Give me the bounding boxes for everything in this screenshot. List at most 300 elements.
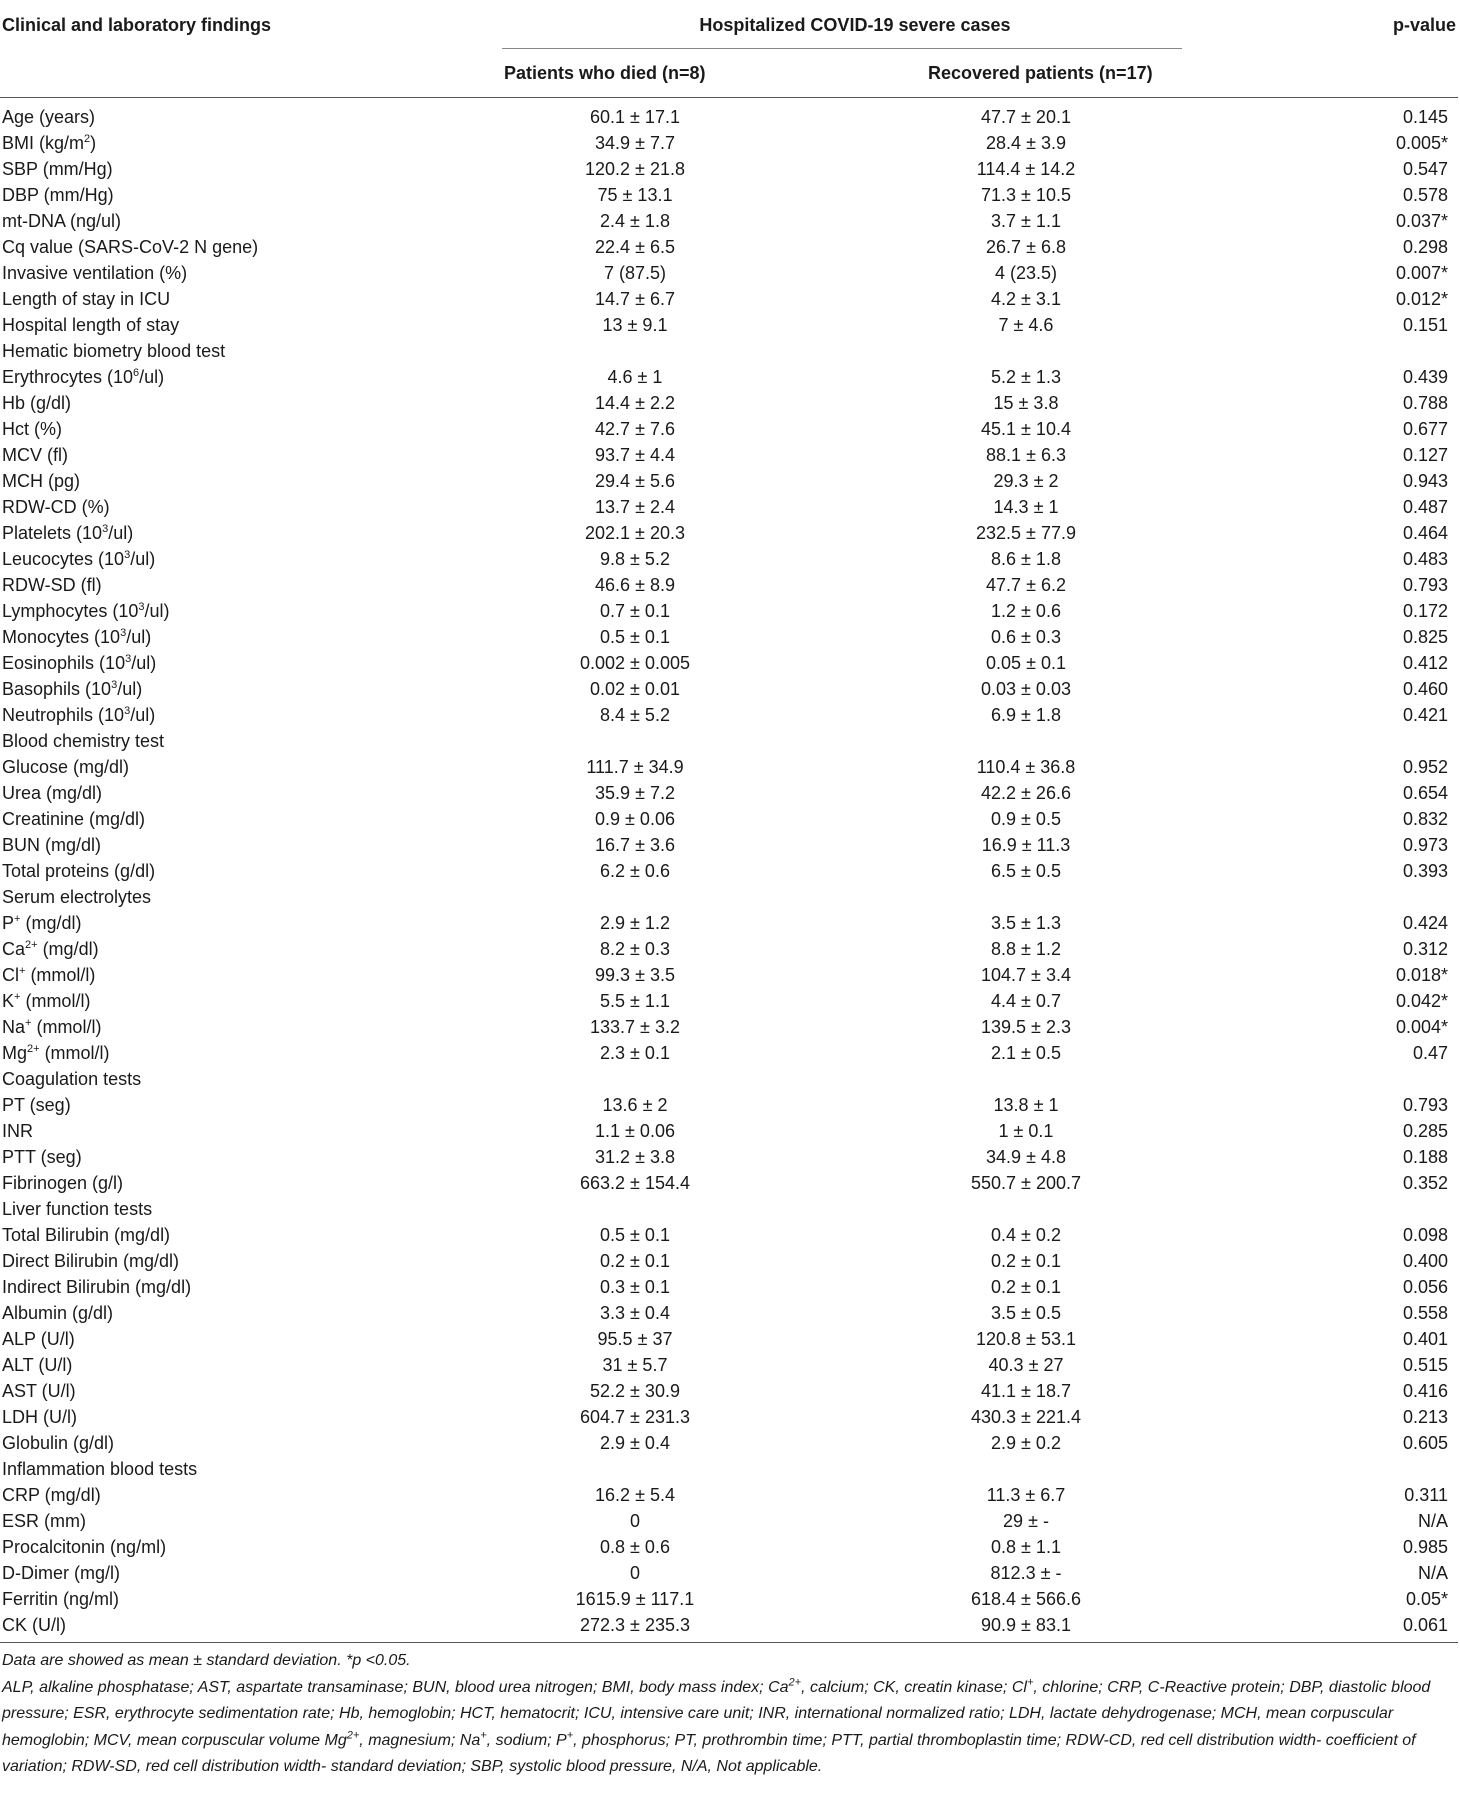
recovered-value: 47.7 ± 6.2: [986, 575, 1066, 595]
finding-label: Fibrinogen (g/l): [2, 1173, 124, 1193]
recovered-value: 2.9 ± 0.2: [991, 1433, 1061, 1453]
recovered-value: [760, 1456, 1240, 1482]
finding-label: PT (seg): [2, 1095, 71, 1115]
p-value: 0.793: [1402, 575, 1448, 595]
p-value: 0.172: [1402, 601, 1448, 621]
section-row: [0, 884, 1458, 910]
header-died: Patients who died (n=8): [470, 50, 760, 98]
finding-label: BUN (mg/dl): [2, 835, 102, 855]
recovered-value: 42.2 ± 26.6: [981, 783, 1071, 803]
finding-label: ALP (U/l): [2, 1329, 75, 1349]
p-value: [1240, 1066, 1458, 1092]
p-value: 0.037*: [1395, 211, 1448, 231]
table-row: [0, 806, 1458, 832]
died-value: 8.2 ± 0.3: [600, 939, 670, 959]
table-row: [0, 208, 1458, 234]
table-row: [0, 1378, 1458, 1404]
p-value: 0.547: [1402, 159, 1448, 179]
p-value: 0.018*: [1395, 965, 1448, 985]
finding-label: Hct (%): [2, 419, 62, 439]
died-value: 0.002 ± 0.005: [580, 653, 690, 673]
p-value: N/A: [1417, 1511, 1448, 1531]
p-value: 0.05*: [1405, 1589, 1448, 1609]
recovered-value: 430.3 ± 221.4: [971, 1407, 1081, 1427]
finding-label: RDW-CD (%): [2, 497, 110, 517]
p-value: 0.793: [1402, 1095, 1448, 1115]
p-value: 0.056: [1402, 1277, 1448, 1297]
died-value: [470, 1196, 760, 1222]
finding-label: Lymphocytes $(10^3/ul)$: [2, 601, 170, 621]
died-value: 3.3 ± 0.4: [600, 1303, 670, 1323]
header-pvalue: p-value: [1392, 14, 1456, 35]
recovered-value: 4.4 ± 0.7: [991, 991, 1061, 1011]
table-footnotes: [2, 1648, 1454, 1781]
died-value: 1.1 ± 0.06: [595, 1121, 675, 1141]
recovered-value: 0.9 ± 0.5: [991, 809, 1061, 829]
table-row: [0, 598, 1458, 624]
recovered-value: 90.9 ± 83.1: [760, 1612, 1240, 1643]
recovered-value: 120.8 ± 53.1: [976, 1329, 1076, 1349]
recovered-value: 28.4 ± 3.9: [986, 133, 1066, 153]
p-value: 0.312: [1402, 939, 1448, 959]
finding-label: ALT (U/l): [2, 1355, 73, 1375]
p-value: 0.578: [1402, 185, 1448, 205]
table-row: [0, 416, 1458, 442]
recovered-value: 6.5 ± 0.5: [991, 861, 1061, 881]
finding-label: BMI $(kg/m^2)$: [2, 133, 97, 153]
died-value: 133.7 ± 3.2: [590, 1017, 680, 1037]
died-value: 95.5 ± 37: [597, 1329, 673, 1349]
table-row: [0, 1430, 1458, 1456]
table-row: [0, 676, 1458, 702]
recovered-value: [760, 338, 1240, 364]
section-row: [0, 1456, 1458, 1482]
died-value: 111.7 ± 34.9: [586, 757, 684, 777]
died-value: 0: [629, 1563, 640, 1583]
finding-label: MCH (pg): [2, 471, 81, 491]
p-value: 0.298: [1402, 237, 1448, 257]
finding-label: Platelets $(10^3/ul)$: [2, 523, 134, 543]
died-value: [470, 338, 760, 364]
died-value: 52.2 ± 30.9: [590, 1381, 680, 1401]
recovered-value: 8.6 ± 1.8: [991, 549, 1061, 569]
finding-label: Globulin (g/dl): [2, 1433, 115, 1453]
died-value: 8.4 ± 5.2: [600, 705, 670, 725]
table-row: [0, 260, 1458, 286]
finding-label: Hb (g/dl): [2, 393, 72, 413]
died-value: 35.9 ± 7.2: [595, 783, 675, 803]
finding-label: ESR (mm): [2, 1511, 86, 1531]
finding-label: Urea (mg/dl): [2, 783, 103, 803]
table-row: [0, 1482, 1458, 1508]
died-value: 0.3 ± 0.1: [600, 1277, 670, 1297]
died-value: 202.1 ± 20.3: [585, 523, 685, 543]
p-value: 0.424: [1402, 913, 1448, 933]
died-value: 29.4 ± 5.6: [595, 471, 675, 491]
finding-label: AST (U/l): [2, 1381, 76, 1401]
finding-label: Na+ (mmol/l): [2, 1017, 102, 1037]
died-value: 60.1 ± 17.1: [590, 107, 680, 127]
finding-label: $Ca^{2+}$ (mg/dl): [2, 939, 99, 959]
section-row: [0, 1066, 1458, 1092]
p-value: 0.005*: [1395, 133, 1448, 153]
section-row: [0, 338, 1458, 364]
recovered-value: 0.2 ± 0.1: [991, 1277, 1061, 1297]
p-value: 0.061: [1240, 1612, 1458, 1643]
recovered-value: 0.05 ± 0.1: [986, 653, 1066, 673]
died-value: 14.7 ± 6.7: [595, 289, 675, 309]
recovered-value: [760, 884, 1240, 910]
header-recovered: Recovered patients (n=17): [760, 50, 1240, 98]
recovered-value: 34.9 ± 4.8: [986, 1147, 1066, 1167]
died-value: 7 (87.5): [603, 263, 667, 283]
table-row: [0, 1586, 1458, 1612]
table-body: [0, 98, 1458, 1643]
recovered-value: 232.5 ± 77.9: [976, 523, 1076, 543]
recovered-value: 139.5 ± 2.3: [981, 1017, 1071, 1037]
recovered-value: 88.1 ± 6.3: [986, 445, 1066, 465]
table-row: [0, 1248, 1458, 1274]
recovered-value: 3.5 ± 1.3: [991, 913, 1061, 933]
finding-label: Length of stay in ICU: [2, 289, 171, 309]
died-value: 2.9 ± 0.4: [600, 1433, 670, 1453]
table-row: [0, 364, 1458, 390]
died-value: 93.7 ± 4.4: [595, 445, 675, 465]
finding-label: Hospital length of stay: [2, 315, 180, 335]
group-header-rule: [502, 48, 1182, 49]
died-value: 13 ± 9.1: [602, 315, 668, 335]
died-value: 663.2 ± 154.4: [580, 1173, 690, 1193]
p-value: 0.007*: [1395, 263, 1448, 283]
recovered-value: 7 ± 4.6: [998, 315, 1054, 335]
table-row: [0, 1560, 1458, 1586]
p-value: 0.127: [1402, 445, 1448, 465]
finding-label: Age (years): [2, 107, 96, 127]
p-value: 0.483: [1402, 549, 1448, 569]
recovered-value: 15 ± 3.8: [993, 393, 1059, 413]
table-row: [0, 572, 1458, 598]
recovered-value: 6.9 ± 1.8: [991, 705, 1061, 725]
p-value: 0.654: [1402, 783, 1448, 803]
recovered-value: 3.7 ± 1.1: [991, 211, 1061, 231]
finding-label: PTT (seg): [2, 1147, 82, 1167]
recovered-value: 550.7 ± 200.7: [971, 1173, 1081, 1193]
recovered-value: 0.03 ± 0.03: [981, 679, 1071, 699]
p-value: 0.439: [1402, 367, 1448, 387]
finding-label: Ferritin (ng/ml): [2, 1589, 120, 1609]
table-row: [0, 1352, 1458, 1378]
died-value: 6.2 ± 0.6: [600, 861, 670, 881]
table-row: [0, 1014, 1458, 1040]
footnote-stats: Data are showed as mean ± standard deviation. *p <0.05.: [2, 1652, 411, 1669]
finding-label: Indirect Bilirubin (mg/dl): [2, 1277, 192, 1297]
recovered-value: 0.6 ± 0.3: [991, 627, 1061, 647]
table-row: [0, 936, 1458, 962]
header-blank-p: [1240, 50, 1458, 98]
finding-label: INR: [2, 1121, 33, 1141]
p-value: 0.47: [1412, 1043, 1448, 1063]
finding-label: Eosinophils $(10^3/ul)$: [2, 653, 157, 673]
recovered-value: 0.8 ± 1.1: [991, 1537, 1061, 1557]
table-row: [0, 1300, 1458, 1326]
died-value: 16.7 ± 3.6: [595, 835, 675, 855]
p-value: 0.825: [1402, 627, 1448, 647]
section-label: Blood chemistry test: [2, 731, 165, 751]
section-row: [0, 728, 1458, 754]
header-blank: [0, 50, 470, 98]
section-label: Inflammation blood tests: [2, 1459, 198, 1479]
finding-label: Albumin (g/dl): [2, 1303, 114, 1323]
table-row: [0, 468, 1458, 494]
died-value: [470, 1066, 760, 1092]
p-value: [1240, 1196, 1458, 1222]
p-value: 0.464: [1402, 523, 1448, 543]
section-label: Liver function tests: [2, 1199, 153, 1219]
p-value: 0.832: [1402, 809, 1448, 829]
table-row: [0, 312, 1458, 338]
recovered-value: 2.1 ± 0.5: [991, 1043, 1061, 1063]
section-label: Coagulation tests: [2, 1069, 142, 1089]
died-value: 0.9 ± 0.06: [595, 809, 675, 829]
table-row: [0, 650, 1458, 676]
recovered-value: 47.7 ± 20.1: [981, 107, 1071, 127]
recovered-value: 13.8 ± 1: [993, 1095, 1059, 1115]
table-row: [0, 494, 1458, 520]
finding-label: LDH (U/l): [2, 1407, 77, 1427]
table-row: [0, 858, 1458, 884]
table-row: [0, 546, 1458, 572]
recovered-value: 812.3 ± -: [990, 1563, 1062, 1583]
finding-label: P+ (mg/dl): [2, 913, 82, 933]
died-value: 0.2 ± 0.1: [600, 1251, 670, 1271]
finding-label: Leucocytes $(10^3/ul)$: [2, 549, 156, 569]
table-row: [0, 234, 1458, 260]
recovered-value: 1 ± 0.1: [998, 1121, 1054, 1141]
table-row: [0, 780, 1458, 806]
table-row: [0, 754, 1458, 780]
recovered-value: 4 (23.5): [994, 263, 1058, 283]
finding-label: Invasive ventilation (%): [2, 263, 188, 283]
finding-label: D-Dimer (mg/l): [2, 1563, 120, 1583]
table-row: [0, 1508, 1458, 1534]
header-group: Hospitalized COVID-19 severe cases: [699, 14, 1011, 35]
died-value: [470, 728, 760, 754]
recovered-value: 110.4 ± 36.8: [976, 757, 1076, 777]
table-row: [0, 1144, 1458, 1170]
died-value: 120.2 ± 21.8: [585, 159, 685, 179]
recovered-value: 45.1 ± 10.4: [981, 419, 1071, 439]
p-value: 0.943: [1402, 471, 1448, 491]
died-value: [470, 884, 760, 910]
table-row: [0, 988, 1458, 1014]
p-value: 0.788: [1402, 393, 1448, 413]
p-value: 0.285: [1402, 1121, 1448, 1141]
recovered-value: 5.2 ± 1.3: [991, 367, 1061, 387]
p-value: N/A: [1417, 1563, 1448, 1583]
p-value: 0.188: [1402, 1147, 1448, 1167]
recovered-value: 40.3 ± 27: [988, 1355, 1064, 1375]
recovered-value: 104.7 ± 3.4: [981, 965, 1071, 985]
recovered-value: 114.4 ± 14.2: [976, 159, 1076, 179]
p-value: 0.487: [1402, 497, 1448, 517]
finding-label: Direct Bilirubin (mg/dl): [2, 1251, 180, 1271]
finding-label: K+ (mmol/l): [2, 991, 91, 1011]
died-value: 22.4 ± 6.5: [595, 237, 675, 257]
table-row: [0, 1040, 1458, 1066]
died-value: 4.6 ± 1: [607, 367, 663, 387]
recovered-value: [760, 728, 1240, 754]
p-value: 0.098: [1402, 1225, 1448, 1245]
table-row: [0, 832, 1458, 858]
recovered-value: 71.3 ± 10.5: [981, 185, 1071, 205]
recovered-value: 41.1 ± 18.7: [981, 1381, 1071, 1401]
p-value: 0.145: [1402, 107, 1448, 127]
p-value: 0.393: [1402, 861, 1448, 881]
finding-label: Erythrocytes $(10^6/ul)$: [2, 367, 165, 387]
table-row: [0, 130, 1458, 156]
table-row: [0, 520, 1458, 546]
p-value: 0.311: [1404, 1485, 1448, 1505]
recovered-value: [760, 1196, 1240, 1222]
p-value: 0.042*: [1395, 991, 1448, 1011]
finding-label: MCV (fl): [2, 445, 68, 465]
table-row: [0, 624, 1458, 650]
section-label: Serum electrolytes: [2, 887, 152, 907]
table-row: [0, 182, 1458, 208]
table-row: [0, 1534, 1458, 1560]
table-row: [0, 1612, 1458, 1643]
finding-label: Cl+ (mmol/l): [2, 965, 96, 985]
table-row: [0, 1092, 1458, 1118]
table-row: [0, 286, 1458, 312]
p-value: 0.352: [1402, 1173, 1448, 1193]
finding-label: CRP (mg/dl): [2, 1485, 101, 1505]
finding-label: SBP (mm/Hg): [2, 159, 113, 179]
p-value: 0.677: [1402, 419, 1448, 439]
recovered-value: 26.7 ± 6.8: [986, 237, 1066, 257]
finding-label: Basophils $(10^3/ul)$: [2, 679, 143, 699]
died-value: 0.8 ± 0.6: [600, 1537, 670, 1557]
p-value: 0.213: [1402, 1407, 1448, 1427]
p-value: 0.012*: [1395, 289, 1448, 309]
died-value: 2.3 ± 0.1: [600, 1043, 670, 1063]
table-row: [0, 1170, 1458, 1196]
died-value: 46.6 ± 8.9: [595, 575, 675, 595]
p-value: 0.421: [1402, 705, 1448, 725]
finding-label: Total proteins (g/dl): [2, 861, 156, 881]
died-value: 0: [629, 1511, 640, 1531]
died-value: 13.7 ± 2.4: [595, 497, 675, 517]
died-value: 0.5 ± 0.1: [600, 1225, 670, 1245]
finding-label: Neutrophils $(10^3/ul)$: [2, 705, 156, 725]
finding-label: mt-DNA (ng/ul): [2, 211, 122, 231]
died-value: 0.5 ± 0.1: [600, 627, 670, 647]
p-value: 0.515: [1402, 1355, 1448, 1375]
finding-label: Monocytes $(10^3/ul)$: [2, 627, 152, 647]
recovered-value: 16.9 ± 11.3: [981, 835, 1071, 855]
died-value: 9.8 ± 5.2: [600, 549, 670, 569]
recovered-value: 11.3 ± 6.7: [986, 1485, 1066, 1505]
p-value: 0.151: [1402, 315, 1448, 335]
p-value: 0.952: [1402, 757, 1448, 777]
finding-label: Cq value (SARS-CoV-2 N gene): [2, 237, 259, 257]
recovered-value: 14.3 ± 1: [993, 497, 1059, 517]
died-value: 2.9 ± 1.2: [600, 913, 670, 933]
table-row: [0, 1118, 1458, 1144]
table-row: [0, 962, 1458, 988]
died-value: 0.7 ± 0.1: [600, 601, 670, 621]
recovered-value: 1.2 ± 0.6: [991, 601, 1061, 621]
p-value: 0.401: [1402, 1329, 1448, 1349]
finding-label: $Mg^{2+}$ (mmol/l): [2, 1043, 110, 1063]
table-row: [0, 390, 1458, 416]
recovered-value: 29.3 ± 2: [993, 471, 1059, 491]
footnote-abbreviations: ALP, alkaline phosphatase; AST, aspartate transaminase; BUN, blood urea nitrogen; BMI, body mass index; $Ca^{2+}$, calcium; CK, creatin kinase; Cl+, chlorine; CRP, C-Reactive protein; DBP, diastolic blood pressure; ESR, erythrocyte sedimentation rate; Hb, hemoglobin; HCT, hematocrit; ICU, intensive care unit; INR, international normalized ratio; LDH, lactate dehydrogenase; MCH, mean corpuscular hemoglobin; MCV, mean corpuscular volume $Mg^{2+}$, magnesium; Na+, sodium; P+, phosphorus; PT, prothrombin time; PTT, partial thromboplastin time; RDW-CD, red cell distribution width- coefficient of variation; RDW-SD, red cell distribution width- standard deviation; SBP, systolic blood pressure, N/A, Not applicable.: [2, 1676, 1431, 1775]
p-value: 0.400: [1402, 1251, 1448, 1271]
table-row: [0, 910, 1458, 936]
table-row: [0, 702, 1458, 728]
died-value: 34.9 ± 7.7: [595, 133, 675, 153]
header-findings: Clinical and laboratory findings: [2, 14, 272, 35]
finding-label: Total Bilirubin (mg/dl): [2, 1225, 171, 1245]
table-row: [0, 98, 1458, 131]
died-value: 75 ± 13.1: [597, 185, 673, 205]
p-value: 0.973: [1402, 835, 1448, 855]
p-value: [1240, 728, 1458, 754]
p-value: [1240, 884, 1458, 910]
recovered-value: 29 ± -: [1003, 1511, 1049, 1531]
finding-label: Glucose (mg/dl): [2, 757, 130, 777]
table-row: [0, 442, 1458, 468]
finding-label: RDW-SD (fl): [2, 575, 102, 595]
p-value: [1240, 338, 1458, 364]
table-row: [0, 156, 1458, 182]
finding-label: Procalcitonin (ng/ml): [2, 1537, 167, 1557]
died-value: 1615.9 ± 117.1: [575, 1589, 695, 1609]
p-value: 0.004*: [1395, 1017, 1448, 1037]
table-row: [0, 1404, 1458, 1430]
recovered-value: 0.4 ± 0.2: [991, 1225, 1061, 1245]
p-value: 0.558: [1402, 1303, 1448, 1323]
died-value: [470, 1456, 760, 1482]
table-row: [0, 1274, 1458, 1300]
p-value: 0.416: [1402, 1381, 1448, 1401]
recovered-value: 8.8 ± 1.2: [991, 939, 1061, 959]
died-value: 31 ± 5.7: [602, 1355, 668, 1375]
table-row: [0, 1222, 1458, 1248]
died-value: 42.7 ± 7.6: [595, 419, 675, 439]
recovered-value: 618.4 ± 566.6: [971, 1589, 1081, 1609]
finding-label: Creatinine (mg/dl): [2, 809, 146, 829]
died-value: 0.02 ± 0.01: [590, 679, 680, 699]
section-row: [0, 1196, 1458, 1222]
died-value: 14.4 ± 2.2: [595, 393, 675, 413]
died-value: 2.4 ± 1.8: [600, 211, 670, 231]
died-value: 272.3 ± 235.3: [470, 1612, 760, 1643]
section-label: Hematic biometry blood test: [2, 341, 226, 361]
p-value: 0.605: [1402, 1433, 1448, 1453]
died-value: 99.3 ± 3.5: [595, 965, 675, 985]
recovered-value: [760, 1066, 1240, 1092]
recovered-value: 0.2 ± 0.1: [991, 1251, 1061, 1271]
p-value: 0.460: [1402, 679, 1448, 699]
recovered-value: 3.5 ± 0.5: [991, 1303, 1061, 1323]
recovered-value: 4.2 ± 3.1: [991, 289, 1061, 309]
died-value: 31.2 ± 3.8: [595, 1147, 675, 1167]
finding-label: DBP (mm/Hg): [2, 185, 114, 205]
died-value: 604.7 ± 231.3: [580, 1407, 690, 1427]
died-value: 13.6 ± 2: [602, 1095, 668, 1115]
